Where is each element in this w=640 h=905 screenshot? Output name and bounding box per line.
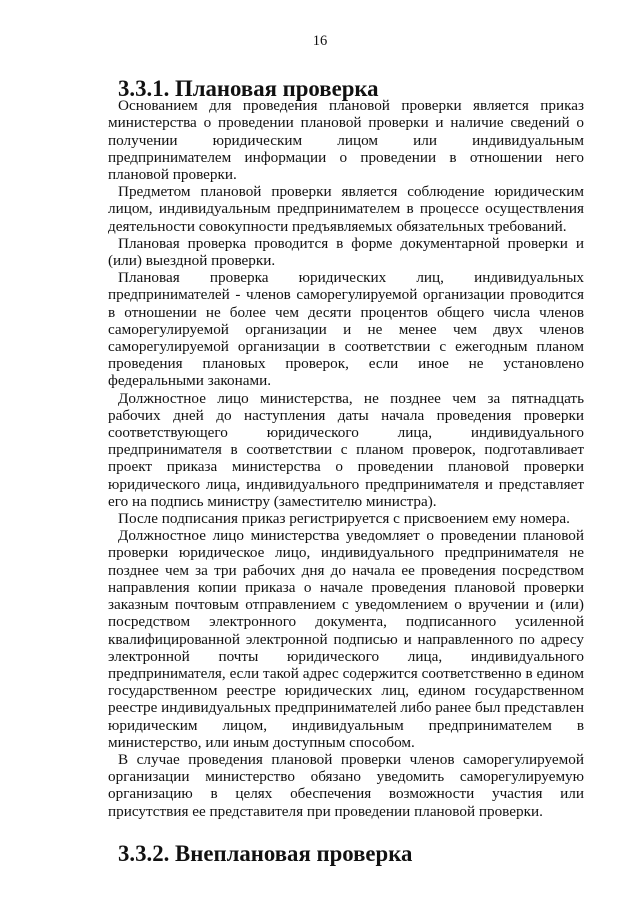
document-body — [108, 76, 584, 866]
page-number: 16 — [312, 33, 328, 49]
paragraph-notification: Должностное лицо министерства уведомляет о проведении плановой проверки юридическое лицо, индивидуального предпринимателя не позднее чем за три рабочих дня до начала ее проведения посредством направления копии приказа о начале проведения плановой проверки заказным почтовым отправлением с уведомлением о вручении и (или) посредством электронного документа, подписанного усиленной квалифицированной электронной подписью и направленного по адресу электронной почты юридического лица, индивидуального предпринимателя, если такой адрес содержится соответственно в едином государственном реестре юридических лиц, едином государственном реестре индивидуальных предпринимателей либо ранее был представлен юридическим лицом, индивидуальным предпринимателем в министерство, или иным доступным способом. — [108, 527, 584, 751]
paragraph-subject: Предметом плановой проверки является соблюдение юридическим лицом, индивидуальным предпринимателем в процессе осуществления деятельности совокупности предъявляемых обязательных требований. — [108, 183, 584, 235]
paragraph-form: Плановая проверка проводится в форме документарной проверки и (или) выездной проверки. — [108, 234, 584, 270]
paragraph-basis: Основанием для проведения плановой проверки является приказ министерства о проведении плановой проверки и наличие сведений о получении юридическим лицом или индивидуальным предпринимателем информации о проведении в отношении него плановой проверки. — [108, 97, 584, 184]
paragraph-registration: После подписания приказ регистрируется с присвоением ему номера. — [118, 510, 570, 528]
section-heading-unplanned: 3.3.2. Внеплановая проверка — [118, 840, 413, 866]
paragraph-order-preparation: Должностное лицо министерства, не позднее чем за пятнадцать рабочих дней до наступления даты начала проведения проверки соответствующего юридического лица, индивидуального предпринимателя в соответствии с планом проверок, подготавливает проект приказа министерства о проведении плановой проверки юридического лица, индивидуального предпринимателя и представляет его на подпись министру (заместителю министра). — [108, 389, 584, 510]
paragraph-sro-notification: В случае проведения плановой проверки членов саморегулируемой организации министерство обязано уведомить саморегулируемую организацию в целях обеспечения возможности участия или присутствия ее представителя при проведении плановой проверки. — [108, 750, 584, 820]
paragraph-sro-members: Плановая проверка юридических лиц, индивидуальных предпринимателей - членов саморегулируемой организации проводится в отношении не более чем десяти процентов общего числа членов саморегулируемой организации и не менее чем двух членов саморегулируемой организации в соответствии с ежегодным планом проведения плановых проверок, если иное не установлено федеральными законами. — [108, 269, 584, 390]
section-heading-planned: 3.3.1. Плановая проверка — [118, 76, 379, 101]
